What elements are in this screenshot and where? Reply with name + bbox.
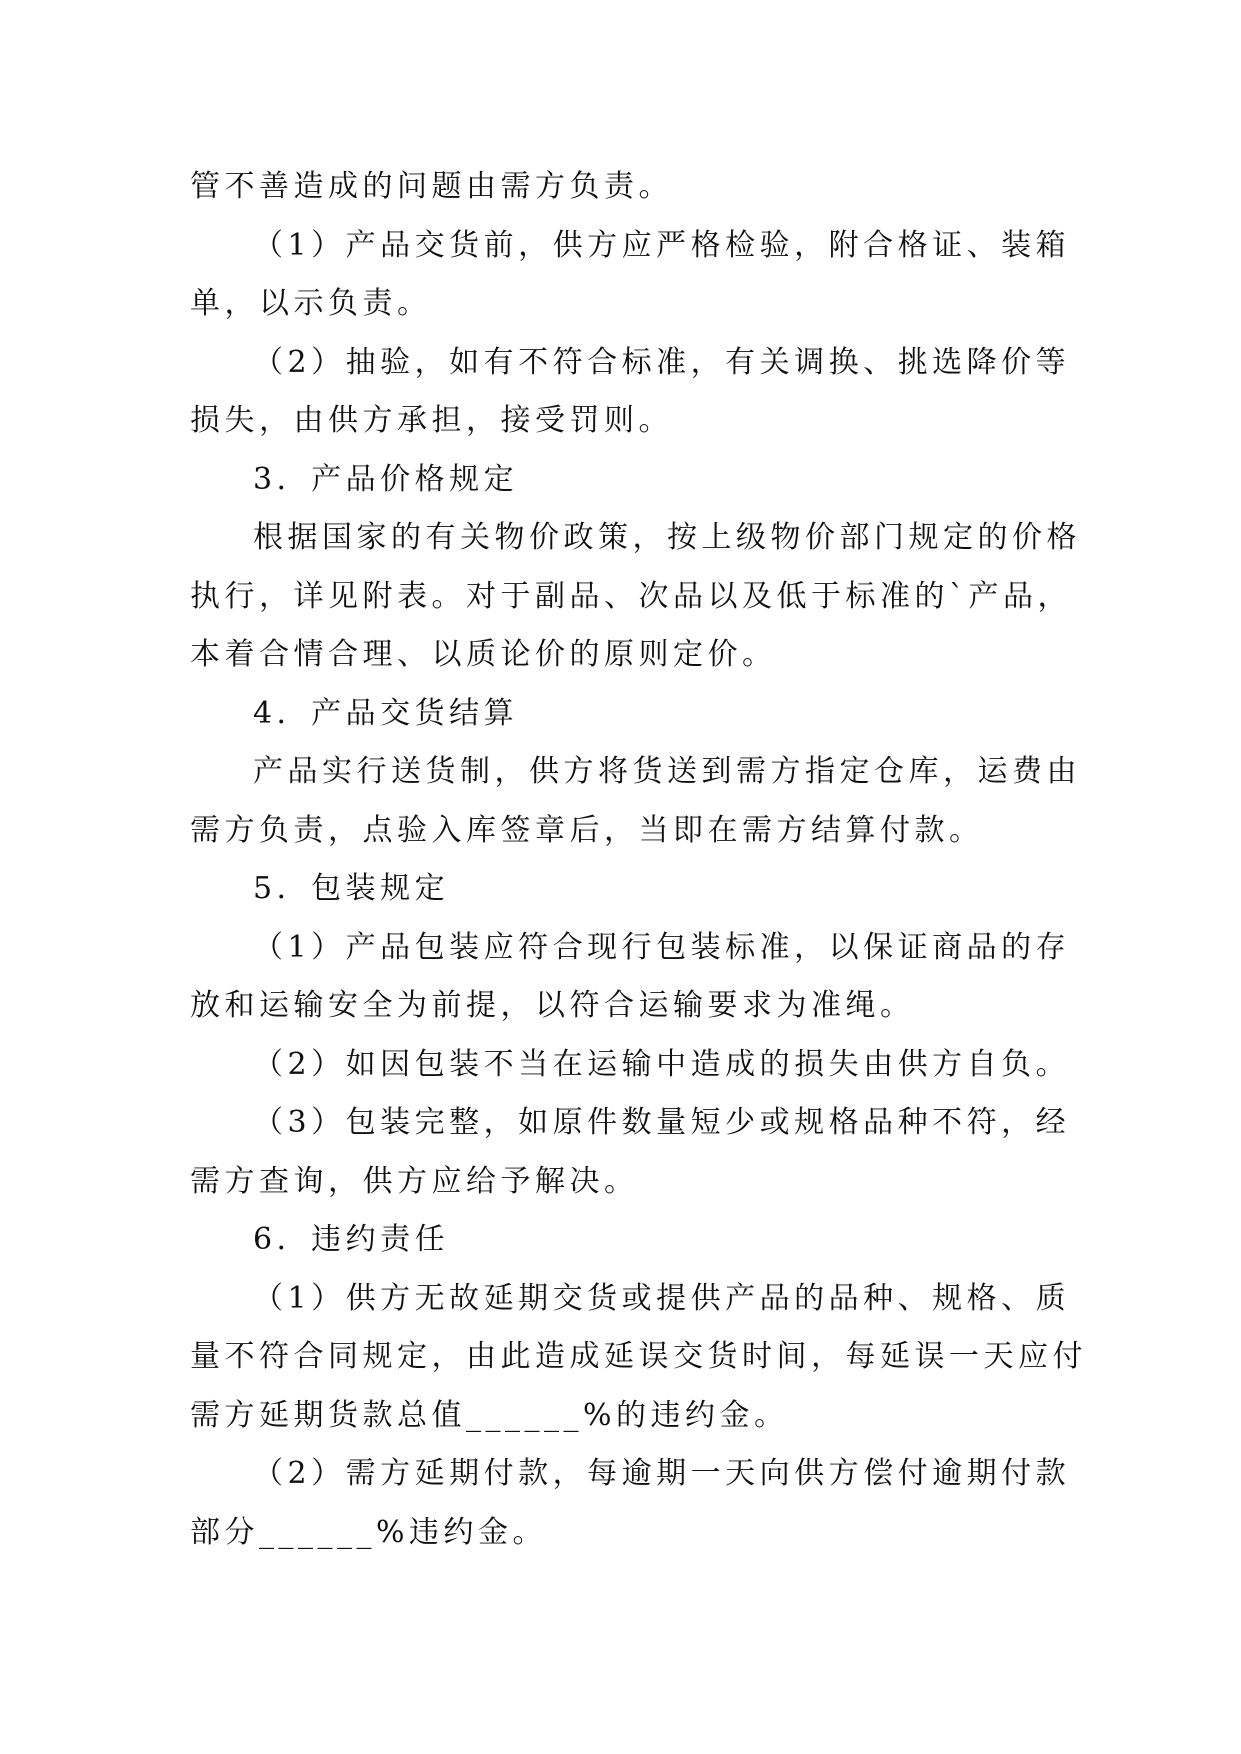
- paragraph-line: （1）供方无故延期交货或提供产品的品种、规格、质: [253, 1280, 1071, 1316]
- paragraph-line: 执行，详见附表。对于副品、次品以及低于标准的`产品，: [190, 578, 1072, 614]
- paragraph-line: 需方延期货款总值______%的违约金。: [190, 1397, 789, 1433]
- section-heading: 4．产品交货结算: [253, 695, 519, 731]
- paragraph-line: （2）需方延期付款，每逾期一天向供方偿付逾期付款: [253, 1456, 1071, 1491]
- paragraph-line: 损失，由供方承担，接受罚则。: [190, 403, 673, 438]
- paragraph-line: 管不善造成的问题由需方负责。: [190, 169, 673, 204]
- paragraph-line: 根据国家的有关物价政策，按上级物价部门规定的价格: [253, 520, 1081, 555]
- section-heading: 6．违约责任: [253, 1222, 450, 1257]
- document-body: [190, 158, 1087, 1562]
- paragraph-line: 放和运输安全为前提，以符合运输要求为准绳。: [190, 988, 915, 1023]
- paragraph-line: （2）抽验，如有不符合标准，有关调换、挑选降价等: [253, 344, 1071, 380]
- paragraph-line: 本着合情合理、以质论价的原则定价。: [190, 637, 777, 672]
- section-heading: 5．包装规定: [253, 871, 450, 906]
- paragraph-line: （2）如因包装不当在运输中造成的损失由供方自负。: [253, 1046, 1071, 1082]
- paragraph-line: 单，以示负责。: [190, 286, 432, 321]
- paragraph-line: （1）产品包装应符合现行包装标准，以保证商品的存: [253, 929, 1071, 965]
- paragraph-line: 量不符合同规定，由此造成延误交货时间，每延误一天应付: [190, 1339, 1087, 1374]
- paragraph-line: 部分______%违约金。: [190, 1514, 548, 1550]
- section-heading: 3．产品价格规定: [253, 461, 519, 497]
- paragraph-line: （3）包装完整，如原件数量短少或规格品种不符，经: [253, 1105, 1071, 1140]
- paragraph-line: 产品实行送货制，供方将货送到需方指定仓库，运费由: [253, 754, 1081, 789]
- paragraph-line: 需方负责，点验入库签章后，当即在需方结算付款。: [190, 812, 984, 848]
- paragraph-line: （1）产品交货前，供方应严格检验，附合格证、装箱: [253, 227, 1071, 263]
- paragraph-line: 需方查询，供方应给予解决。: [190, 1163, 639, 1199]
